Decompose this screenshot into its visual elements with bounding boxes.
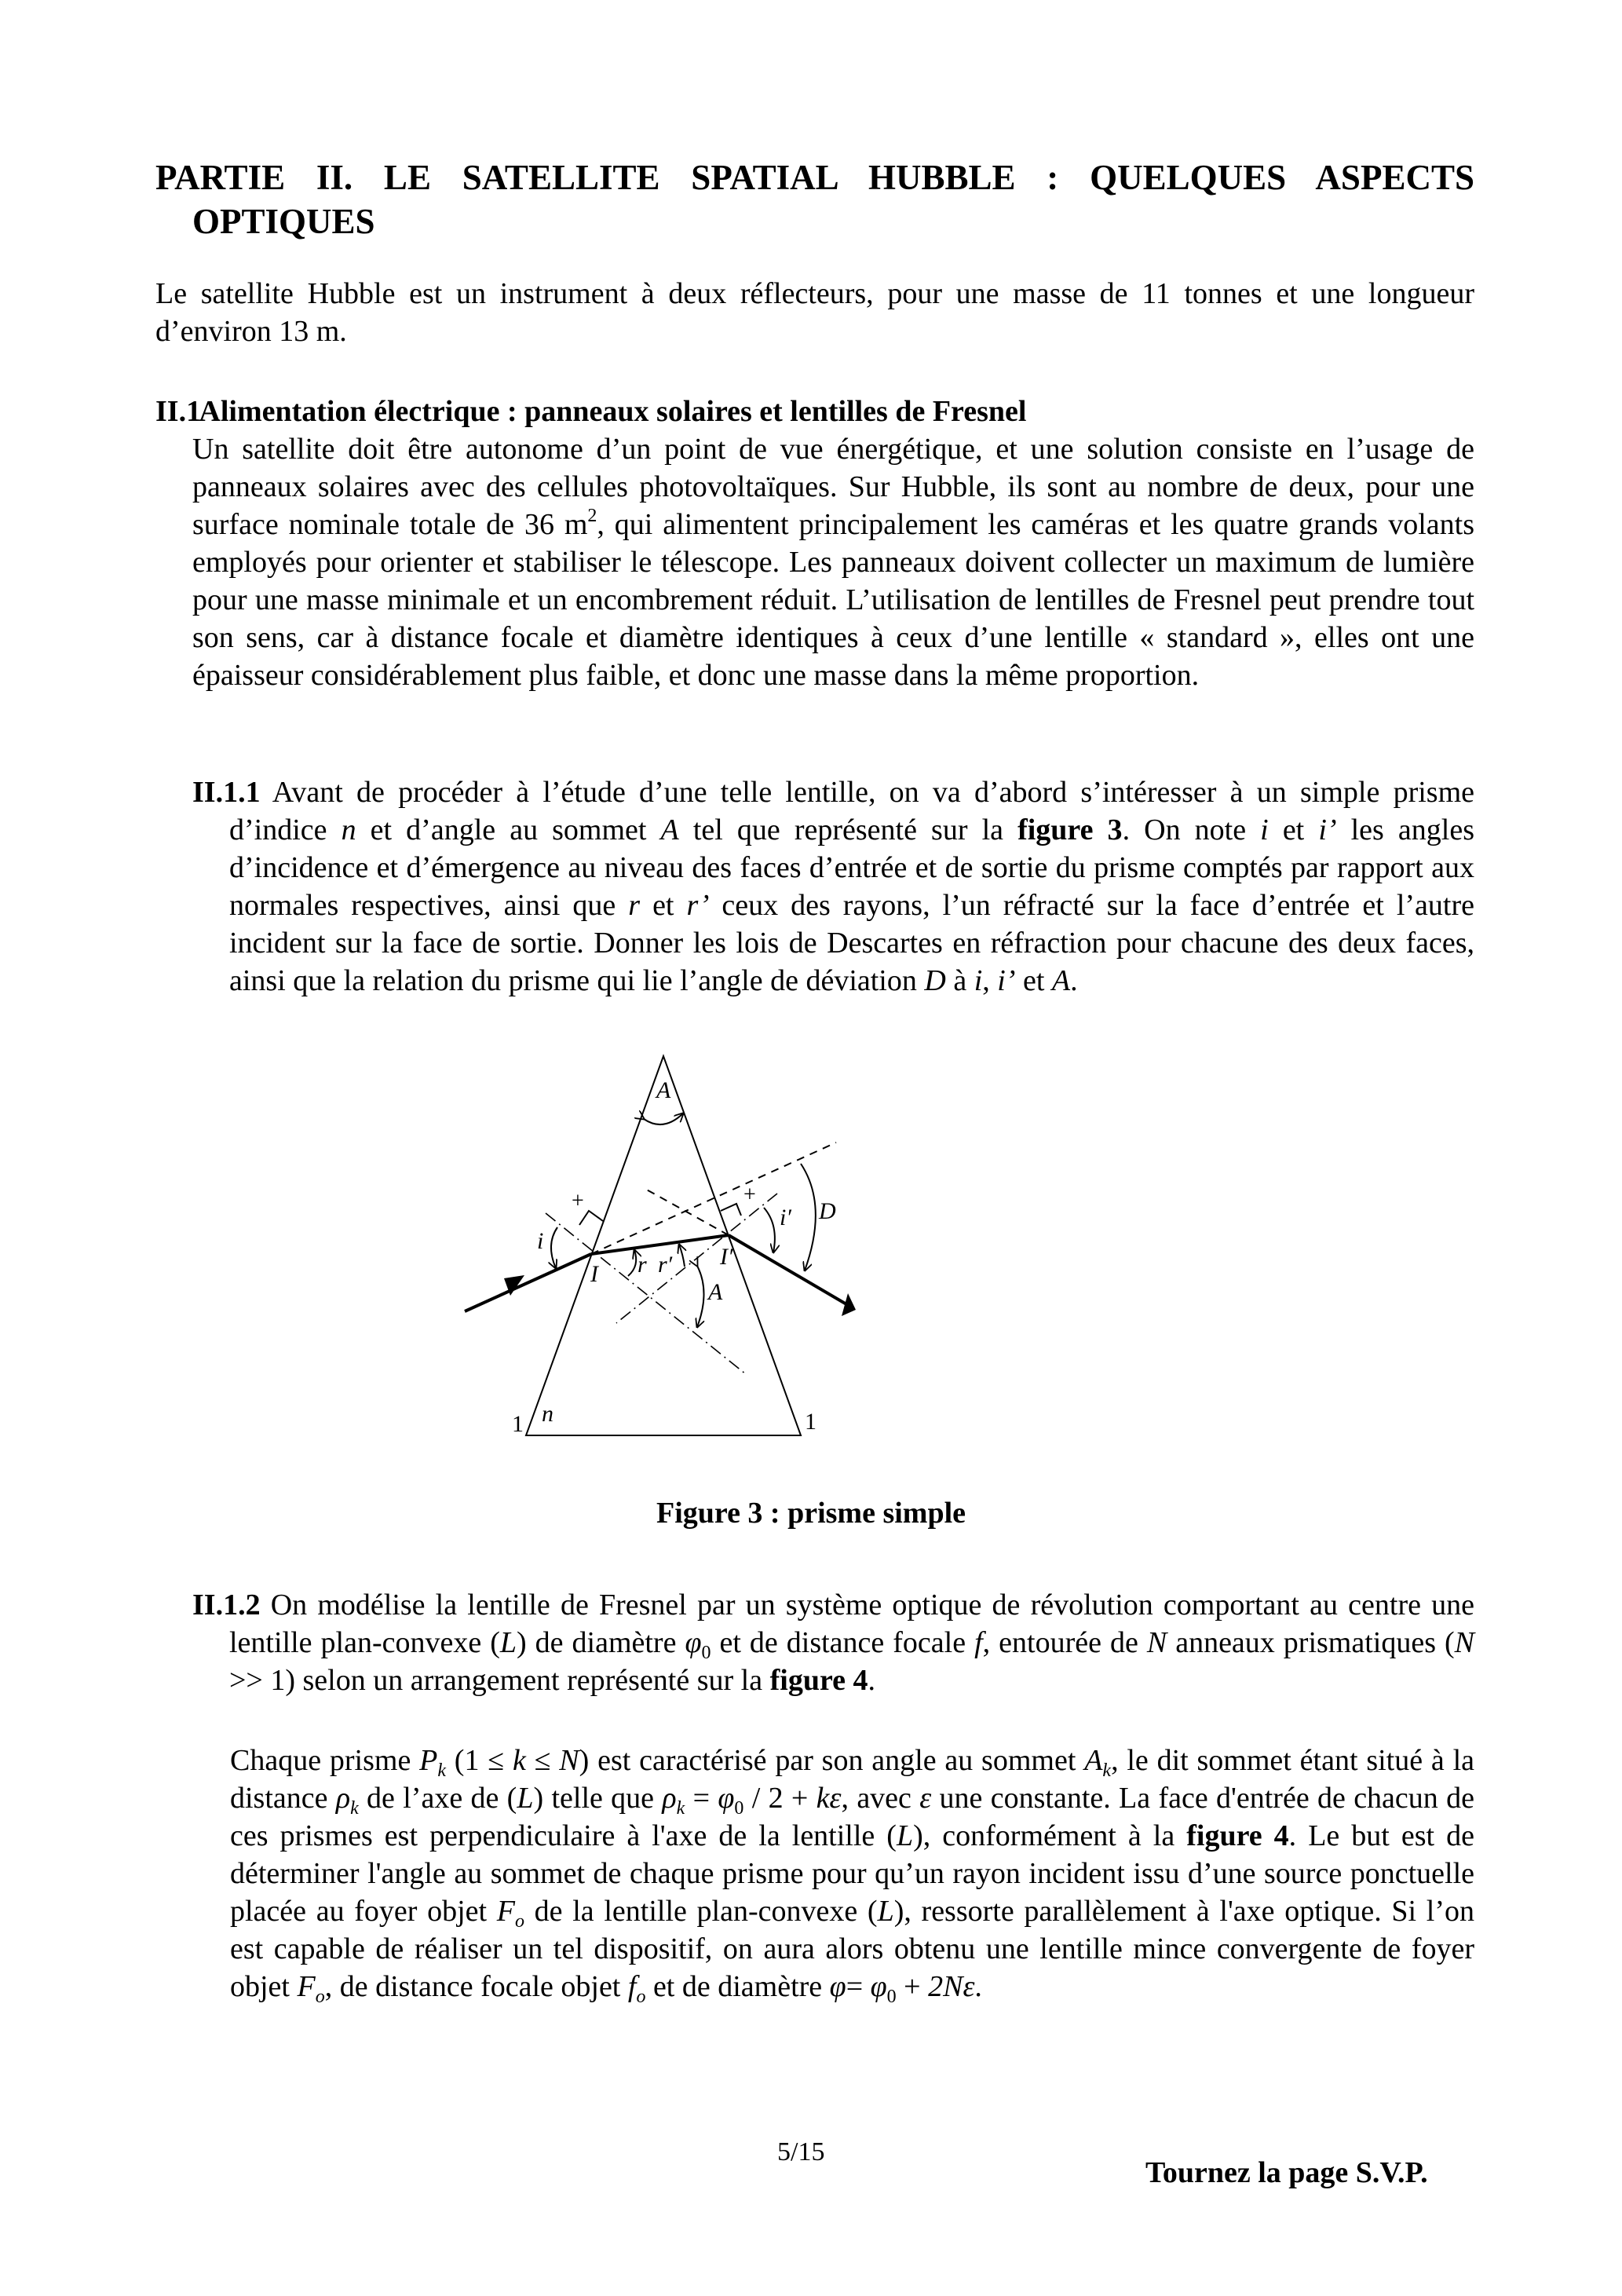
label-r-prime: r′ bbox=[658, 1252, 673, 1278]
text-run: anneaux prismatiques ( bbox=[1167, 1626, 1455, 1659]
label-plus-left: + bbox=[572, 1189, 584, 1213]
text-run: (1 ≤ bbox=[446, 1744, 513, 1777]
math-var: N bbox=[1454, 1626, 1475, 1659]
angle-i-prime-arc bbox=[764, 1208, 775, 1252]
text-run: de l’axe de ( bbox=[358, 1782, 517, 1815]
text-run: = bbox=[846, 1970, 871, 2003]
figure-caption: Figure 3 : prisme simple bbox=[656, 1497, 966, 1530]
subscript: k bbox=[1102, 1760, 1112, 1781]
math-var: N bbox=[1146, 1626, 1167, 1659]
subscript: o bbox=[315, 1987, 325, 2007]
math-var: i bbox=[974, 964, 983, 997]
text-run: . bbox=[1070, 964, 1078, 997]
prisms-paragraph bbox=[230, 1742, 1474, 2005]
math-var: A bbox=[1084, 1744, 1103, 1777]
text-run: à bbox=[945, 964, 974, 997]
label-i: i bbox=[537, 1228, 544, 1254]
text-run: + bbox=[896, 1970, 929, 2003]
subscript: k bbox=[350, 1798, 359, 1819]
question-number: II.1.2 bbox=[192, 1589, 261, 1621]
text-run: / 2 + bbox=[743, 1782, 816, 1815]
label-plus-right: + bbox=[743, 1183, 756, 1207]
turn-page-note: Tournez la page S.V.P. bbox=[1145, 2156, 1428, 2189]
text-run: et bbox=[1268, 813, 1319, 846]
math-var: r’ bbox=[686, 889, 710, 922]
emergent-ray bbox=[729, 1235, 852, 1307]
text-run: les angles d’incidence et d’émergence au niveau des faces d’entrée et de sortie du prisme comptés par rapport aux normales respectives, ainsi que bbox=[229, 813, 1474, 922]
math-var: φ bbox=[870, 1970, 887, 2003]
text-run: ), conformément à la bbox=[913, 1819, 1187, 1852]
text-run: et de diamètre bbox=[645, 1970, 830, 2003]
question-number: II.1.1 bbox=[192, 776, 261, 809]
text-run: ≤ bbox=[525, 1744, 560, 1777]
intro-paragraph: Le satellite Hubble est un instrument à deux réflecteurs, pour une masse de 11 tonnes et une longueur d’environ 13 m. bbox=[155, 277, 1474, 348]
math-var: f bbox=[627, 1970, 637, 2003]
label-D: D bbox=[819, 1198, 836, 1224]
math-var: f bbox=[974, 1626, 983, 1659]
math-var: D bbox=[924, 964, 946, 997]
text-run: , de distance focale objet bbox=[324, 1970, 628, 2003]
subscript: k bbox=[676, 1798, 685, 1819]
text-run: Chaque prisme bbox=[230, 1744, 420, 1777]
text-run: ) de diamètre bbox=[517, 1626, 685, 1659]
text-run: = bbox=[685, 1782, 718, 1815]
label-I: I bbox=[590, 1261, 598, 1287]
text-run: . bbox=[974, 1970, 982, 2003]
subscript: 0 bbox=[886, 1987, 897, 2007]
figure-reference: figure 3 bbox=[1017, 813, 1123, 846]
math-var: ρ bbox=[335, 1782, 351, 1815]
deviation-D-arc bbox=[801, 1164, 816, 1270]
figure-reference: figure 4 bbox=[769, 1664, 868, 1697]
math-var: L bbox=[499, 1626, 517, 1659]
subscript: 0 bbox=[701, 1643, 711, 1663]
text-run: et bbox=[640, 889, 687, 922]
math-var: ρ bbox=[662, 1782, 677, 1815]
math-var: i bbox=[1260, 813, 1269, 846]
label-I-prime: I′ bbox=[720, 1244, 733, 1270]
section-II1-paragraph bbox=[192, 430, 1474, 694]
text-run: une constante. La face d'entrée de chacun de ces prismes est perpendiculaire à l'axe de la lentille ( bbox=[230, 1782, 1474, 1852]
page-number: 5/15 bbox=[777, 2137, 825, 2166]
math-var: L bbox=[896, 1819, 914, 1852]
part-title: PARTIE II. LE SATELLITE SPATIAL HUBBLE : QUELQUES ASPECTS bbox=[155, 158, 1474, 197]
text-run: ceux des rayons, l’un réfracté sur la face d’entrée et l’autre incident sur la face de sortie. Donner les lois de Descartes en réfraction pour chacune des deux faces, ainsi que la relation du prisme qui lie l’angle de déviation bbox=[229, 889, 1474, 997]
subscript: o bbox=[636, 1987, 646, 2007]
text-run: ), ressorte parallèlement à l'axe optique. Si l’on est capable de réaliser un tel dispositif, on aura alors obtenu une lentille mince convergente de foyer objet bbox=[230, 1895, 1474, 2003]
text-run: , qui alimentent principalement les caméras et les quatre grands volants employés pour orienter et stabiliser le télescope. Les panneaux doivent collecter un maximum de lumière pour une masse minimale et un encombrement réduit. L’utilisation de lentilles de Fresnel peut prendre tout son sens, car à distance focale et diamètre identiques à ceux d’une lentille « standard », elles ont une épaisseur considérablement plus faible, et donc une masse dans la même proportion. bbox=[192, 508, 1474, 692]
emergent-extension bbox=[644, 1188, 729, 1235]
math-var: 2Nε bbox=[928, 1970, 975, 2003]
text-run: et de distance focale bbox=[711, 1626, 975, 1659]
incident-ray bbox=[465, 1254, 591, 1311]
text-run: tel que représenté sur la bbox=[678, 813, 1018, 846]
math-var: F bbox=[496, 1895, 515, 1928]
section-heading-II1 bbox=[155, 393, 1026, 430]
text-run: >> 1) selon un arrangement représenté sur la bbox=[229, 1664, 770, 1697]
label-n: n bbox=[542, 1401, 553, 1427]
question-II12 bbox=[192, 1586, 1474, 1699]
math-var: n bbox=[341, 813, 356, 846]
text-run: et d’angle au sommet bbox=[356, 813, 661, 846]
text-run: On modélise la lentille de Fresnel par un système optique de révolution comportant au centre une lentille plan-convexe ( bbox=[229, 1589, 1474, 1659]
section-number: II.1 bbox=[155, 395, 202, 428]
math-var: N bbox=[559, 1744, 579, 1777]
math-var: L bbox=[517, 1782, 534, 1815]
math-var: A bbox=[1051, 964, 1071, 997]
math-var: i’ bbox=[997, 964, 1016, 997]
text-run: et bbox=[1015, 964, 1052, 997]
angle-i-arc bbox=[551, 1227, 557, 1268]
math-var: r bbox=[628, 889, 641, 922]
text-run: , le dit sommet étant situé à la distance bbox=[230, 1744, 1474, 1815]
math-var: i’ bbox=[1318, 813, 1337, 846]
math-var: kε bbox=[816, 1782, 842, 1815]
figure-reference: figure 4 bbox=[1186, 1819, 1289, 1852]
label-A-inner: A bbox=[708, 1279, 723, 1305]
prism-figure bbox=[455, 1036, 1068, 1445]
angle-r-arc bbox=[628, 1250, 636, 1276]
math-var: P bbox=[419, 1744, 438, 1777]
label-r: r bbox=[637, 1252, 647, 1278]
superscript: 2 bbox=[587, 506, 597, 526]
text-run: Avant de procéder à l’étude d’une telle lentille, on va d’abord s’intéresser à un simple prisme d’indice bbox=[229, 776, 1474, 846]
part-title-continuation: OPTIQUES bbox=[192, 202, 375, 241]
section-title: Alimentation électrique : panneaux solaires et lentilles de Fresnel bbox=[199, 395, 1027, 428]
subscript: o bbox=[515, 1911, 524, 1932]
label-outside-left: 1 bbox=[512, 1411, 524, 1437]
math-var: k bbox=[512, 1744, 526, 1777]
text-run: . Le but est de déterminer l'angle au sommet de chaque prisme pour qu’un rayon incident issu d’une source ponctuelle placée au foyer objet bbox=[230, 1819, 1474, 1928]
text-run: de la lentille plan-convexe ( bbox=[524, 1895, 878, 1928]
text-run: , avec bbox=[841, 1782, 920, 1815]
math-var: φ bbox=[685, 1626, 702, 1659]
label-i-prime: i′ bbox=[780, 1205, 791, 1230]
text-run: . On note bbox=[1122, 813, 1261, 846]
math-var: φ bbox=[718, 1782, 735, 1815]
right-angle-exit bbox=[721, 1204, 741, 1216]
prism-outline bbox=[526, 1056, 801, 1435]
emergent-ray-arrow-icon bbox=[842, 1293, 856, 1316]
angle-r-prime-arc bbox=[679, 1245, 685, 1267]
label-outside-right: 1 bbox=[805, 1409, 816, 1435]
angle-A-inner-arc bbox=[697, 1266, 704, 1327]
text-run: , entourée de bbox=[982, 1626, 1147, 1659]
math-var: φ bbox=[829, 1970, 846, 2003]
math-var: F bbox=[297, 1970, 316, 2003]
text-run: Un satellite doit être autonome d’un point de vue énergétique, et une solution consiste en l’usage de panneaux solaires avec des cellules photovoltaïques. Sur Hubble, ils sont au nombre de deux, pour une surface nominale totale de 36 m bbox=[192, 433, 1474, 541]
math-var: L bbox=[877, 1895, 894, 1928]
text-run: . bbox=[868, 1664, 876, 1697]
subscript: 0 bbox=[734, 1798, 744, 1819]
apex-angle-arc bbox=[644, 1113, 683, 1124]
subscript: k bbox=[437, 1760, 446, 1781]
math-var: A bbox=[660, 813, 679, 846]
text-run: ) telle que bbox=[533, 1782, 663, 1815]
label-apex-A: A bbox=[656, 1077, 671, 1103]
math-var: ε bbox=[919, 1782, 932, 1815]
text-run: , bbox=[982, 964, 998, 997]
question-II11 bbox=[192, 773, 1474, 1000]
text-run: ) est caractérisé par son angle au sommet bbox=[579, 1744, 1085, 1777]
